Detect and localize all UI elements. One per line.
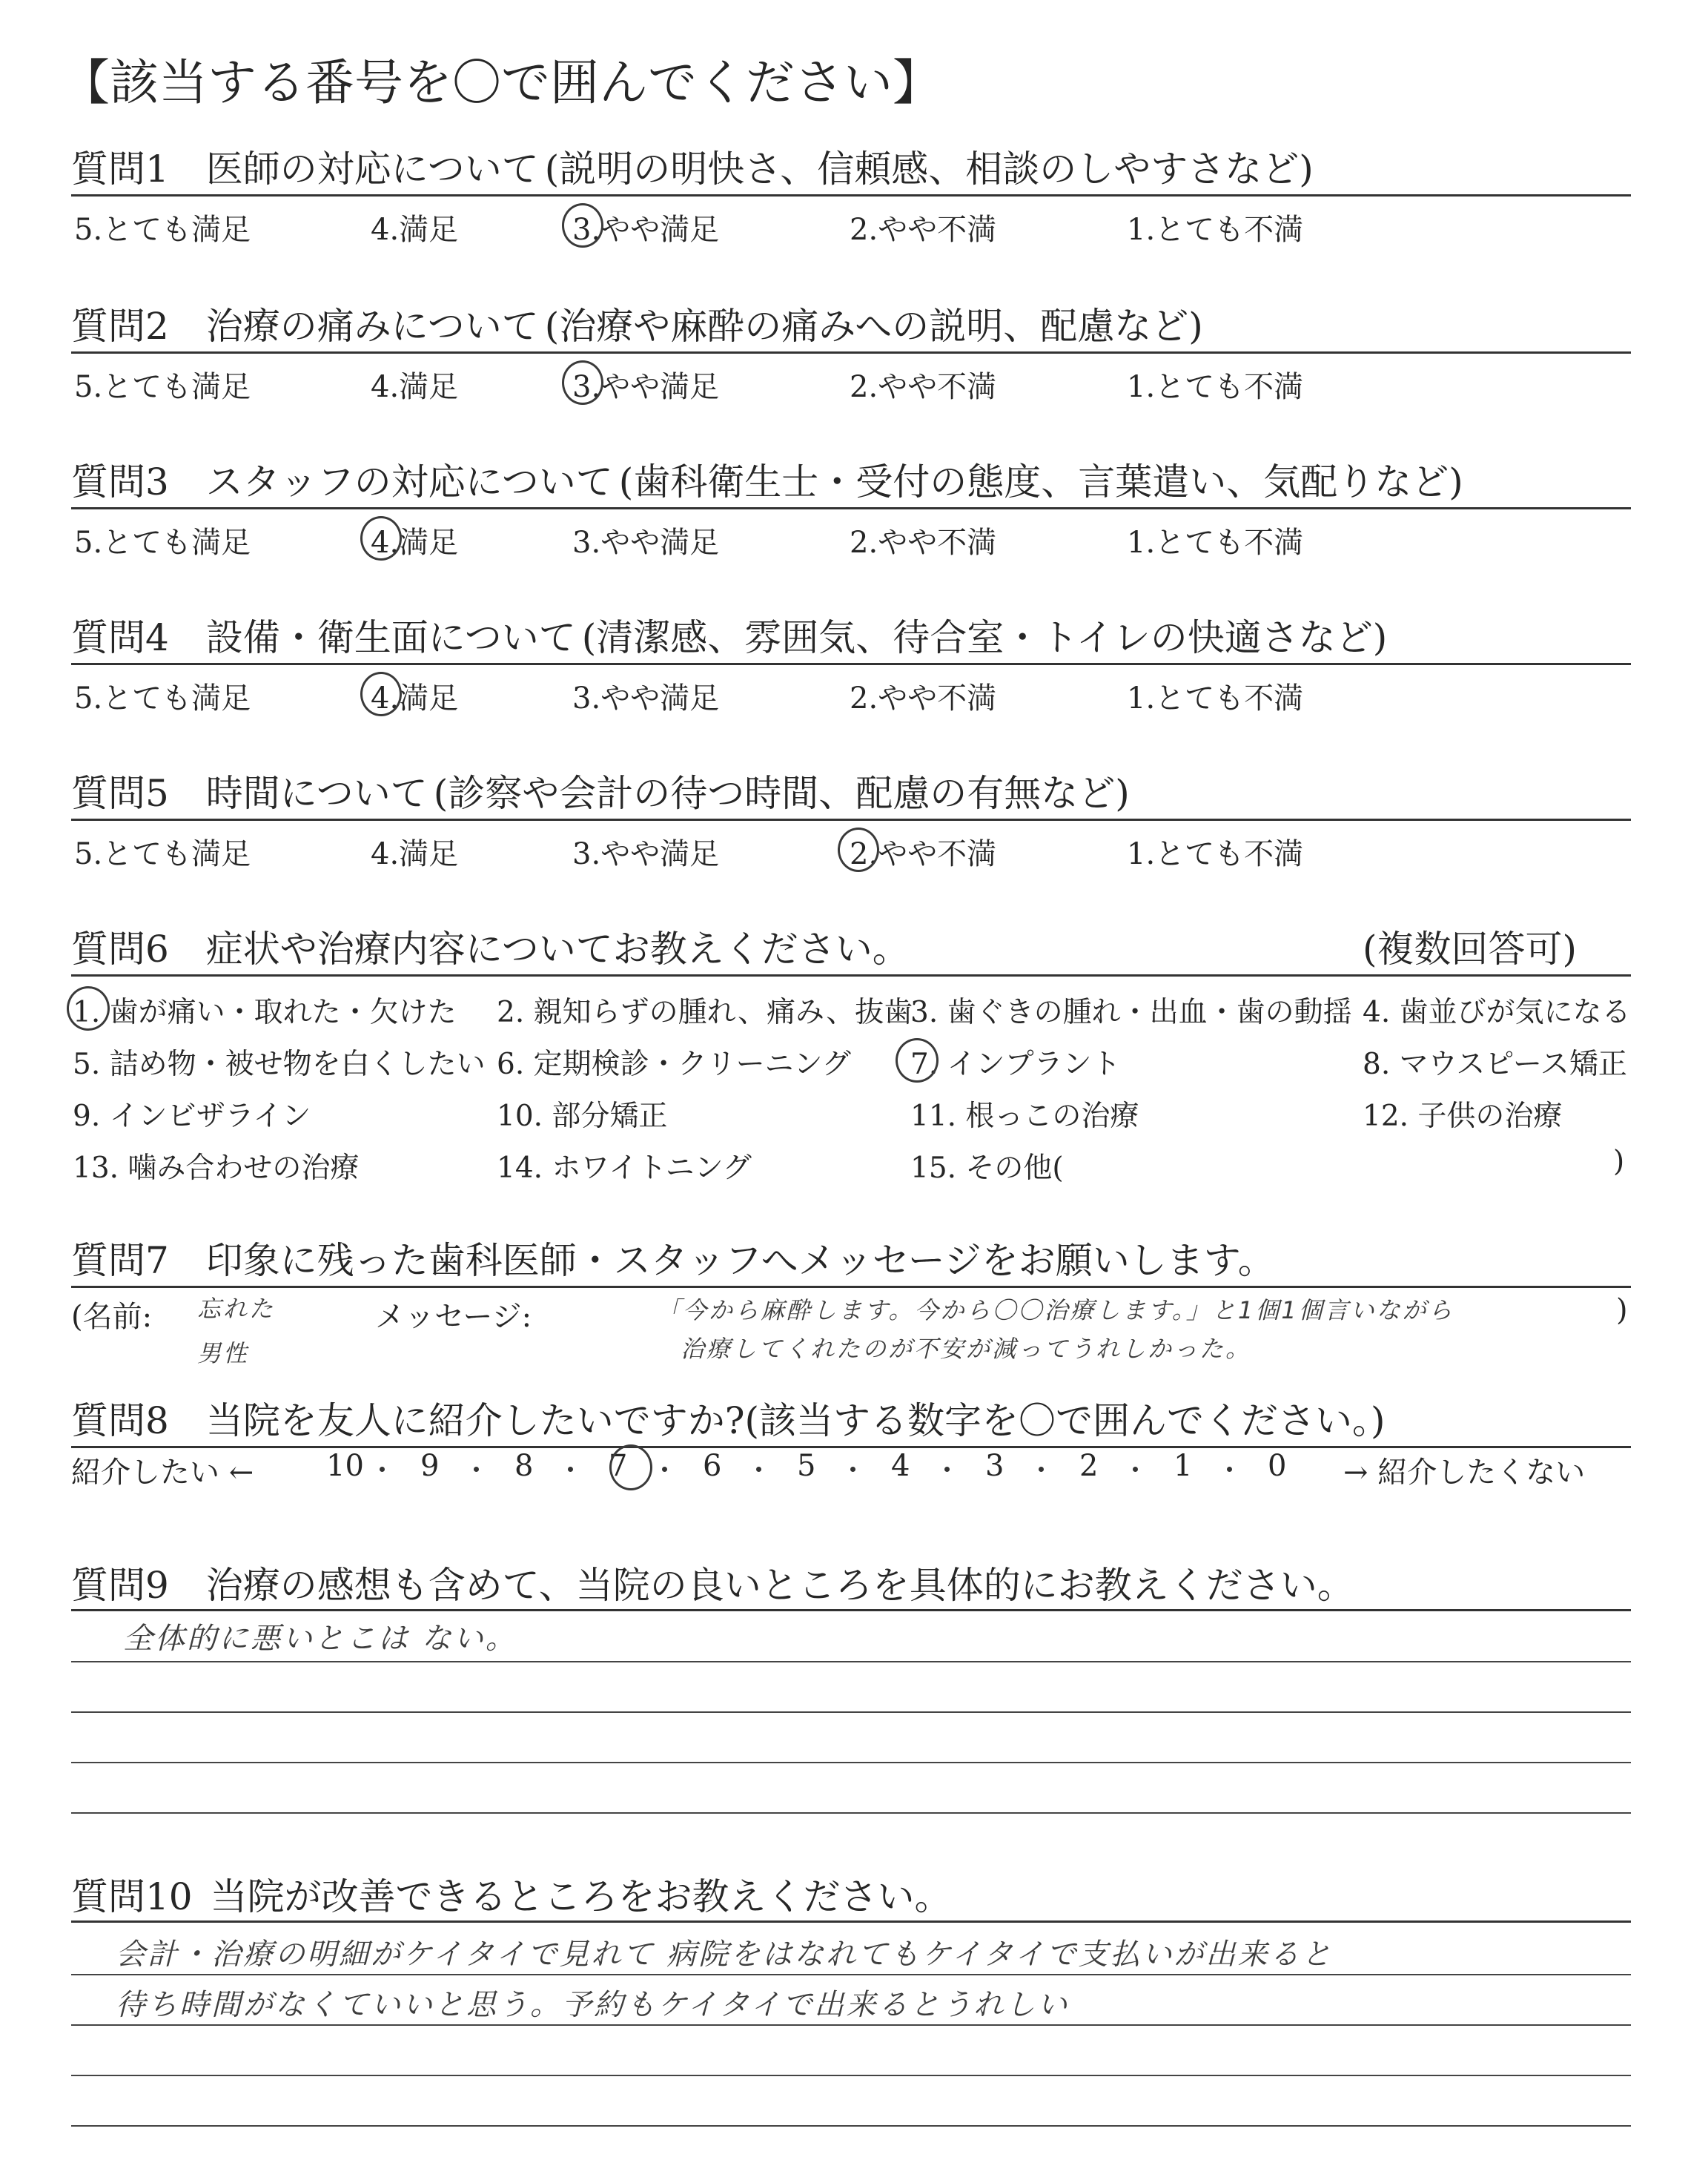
page-header: 【該当する番号を〇で囲んでください】: [61, 54, 941, 111]
q7-name-value-2[interactable]: 男性: [197, 1339, 250, 1367]
q6-selection-circle-7: [896, 1038, 939, 1083]
q6-selection-circle-1: [67, 986, 110, 1031]
question-6-label: 質問6: [71, 928, 169, 971]
q5-option-1[interactable]: 1.とても不満: [1127, 837, 1304, 871]
q5-option-3[interactable]: 3.やや満足: [572, 837, 720, 871]
question-2-rule: [71, 351, 1631, 354]
q7-message-line-2[interactable]: 治療してくれたのが不安が減ってうれしかった。: [681, 1335, 1252, 1363]
q5-option-4[interactable]: 4.満足: [371, 837, 459, 871]
q5-option-5[interactable]: 5.とても満足: [74, 837, 251, 871]
q2-option-2[interactable]: 2.やや不満: [850, 370, 997, 404]
q10-answer-rule-1: [71, 1974, 1631, 1975]
q7-name-label: (名前:: [71, 1300, 153, 1334]
q6-item-15[interactable]: 15. その他(: [910, 1152, 1064, 1185]
q10-answer-line-1[interactable]: 会計・治療の明細がケイタイで見れて 病院をはなれてもケイタイで支払いが出来ると: [116, 1938, 1334, 1972]
question-2-label: 質問2: [71, 305, 169, 348]
q8-scale-separator: [1227, 1467, 1232, 1472]
q2-selection-circle: [562, 360, 603, 405]
q4-option-4[interactable]: 4.満足: [371, 681, 459, 716]
question-4: [71, 608, 1387, 661]
question-1-label: 質問1: [71, 148, 169, 191]
q8-scale-value-6[interactable]: 6: [703, 1449, 722, 1483]
question-1-text: 医師の対応について: [205, 148, 539, 191]
question-6: [71, 919, 910, 973]
q8-scale-value-3[interactable]: 3: [985, 1449, 1004, 1483]
q7-message-close: ): [1616, 1293, 1628, 1327]
q4-option-5[interactable]: 5.とても満足: [74, 681, 251, 716]
question-9-label: 質問9: [71, 1564, 169, 1607]
q1-option-1[interactable]: 1.とても不満: [1127, 213, 1304, 247]
question-2-text: 治療の痛みについて: [205, 305, 539, 348]
question-7-text: 印象に残った歯科医師・スタッフへメッセージをお願いします。: [205, 1239, 1275, 1282]
q6-item-6[interactable]: 6. 定期検診・クリーニング: [497, 1048, 851, 1081]
question-8-rule: [71, 1446, 1631, 1448]
q6-item-13[interactable]: 13. 噛み合わせの治療: [73, 1152, 360, 1185]
q3-option-3[interactable]: 3.やや満足: [572, 526, 720, 560]
q1-option-2[interactable]: 2.やや不満: [850, 213, 997, 247]
q3-option-5[interactable]: 5.とても満足: [74, 526, 251, 560]
question-10-label: 質問10: [71, 1875, 193, 1918]
q4-option-2[interactable]: 2.やや不満: [850, 681, 997, 716]
q6-item-5[interactable]: 5. 詰め物・被せ物を白くしたい: [73, 1048, 486, 1081]
q8-scale-value-2[interactable]: 2: [1079, 1449, 1099, 1483]
q8-scale-value-10[interactable]: 10: [326, 1449, 364, 1483]
q1-option-3[interactable]: 3.やや満足: [572, 213, 720, 247]
q6-item-10[interactable]: 10. 部分矯正: [497, 1100, 668, 1133]
q10-answer-rule-3: [71, 2075, 1631, 2076]
q8-scale-value-0[interactable]: 0: [1268, 1449, 1287, 1483]
q2-option-5[interactable]: 5.とても満足: [74, 370, 251, 404]
question-4-label: 質問4: [71, 616, 169, 659]
q9-answer-rule-4: [71, 1812, 1631, 1814]
question-8: [71, 1391, 1386, 1444]
q3-option-4[interactable]: 4.満足: [371, 526, 459, 560]
q8-scale-left-label: 紹介したい ←: [71, 1456, 254, 1490]
q6-item-14[interactable]: 14. ホワイトニング: [497, 1152, 752, 1185]
question-2: [71, 297, 1203, 350]
q8-scale-value-7[interactable]: 7: [609, 1449, 628, 1483]
q8-scale-separator: [380, 1467, 385, 1472]
q9-answer-rule-3: [71, 1762, 1631, 1763]
question-3-label: 質問3: [71, 460, 169, 503]
question-5: [71, 764, 1130, 817]
q8-scale-separator: [474, 1467, 479, 1472]
question-10-rule: [71, 1920, 1631, 1923]
q3-option-1[interactable]: 1.とても不満: [1127, 526, 1304, 560]
q8-scale-separator: [662, 1467, 667, 1472]
q1-option-5[interactable]: 5.とても満足: [74, 213, 251, 247]
q4-option-1[interactable]: 1.とても不満: [1127, 681, 1304, 716]
q8-scale-separator: [568, 1467, 573, 1472]
question-6-note: (複数回答可): [1363, 928, 1578, 971]
q1-option-4[interactable]: 4.満足: [371, 213, 459, 247]
q10-answer-rule-4: [71, 2125, 1631, 2127]
q7-name-value-1[interactable]: 忘れた: [197, 1295, 276, 1323]
q8-scale-value-9[interactable]: 9: [420, 1449, 440, 1483]
q6-item-15-close: ): [1613, 1145, 1625, 1178]
question-5-text: 時間について: [205, 772, 428, 815]
question-9: [71, 1556, 1354, 1609]
q8-scale-value-5[interactable]: 5: [797, 1449, 816, 1483]
q8-scale-value-4[interactable]: 4: [891, 1449, 910, 1483]
q4-option-3[interactable]: 3.やや満足: [572, 681, 720, 716]
q6-item-1[interactable]: 1. 歯が痛い・取れた・欠けた: [73, 996, 457, 1029]
q9-answer-line-1[interactable]: 全体的に悪いとこは ない。: [123, 1622, 517, 1656]
question-3: [71, 452, 1463, 506]
question-7: [71, 1231, 1275, 1284]
q8-scale-separator: [850, 1467, 855, 1472]
q8-selection-circle: [609, 1444, 652, 1490]
q6-item-7[interactable]: 7. インプラント: [910, 1048, 1121, 1081]
question-8-note: (該当する数字を〇で囲んでください。): [744, 1399, 1386, 1442]
q6-item-9[interactable]: 9. インビザライン: [73, 1100, 311, 1133]
question-3-note: (歯科衛生士・受付の態度、言葉遣い、気配りなど): [618, 460, 1463, 503]
q3-selection-circle: [360, 516, 402, 561]
question-9-rule: [71, 1609, 1631, 1611]
question-4-text: 設備・衛生面について: [205, 616, 576, 659]
question-6-rule: [71, 974, 1631, 977]
question-6-text: 症状や治療内容についてお教えください。: [205, 928, 910, 971]
q6-item-11[interactable]: 11. 根っこの治療: [910, 1100, 1139, 1133]
q10-answer-rule-2: [71, 2024, 1631, 2026]
q4-selection-circle: [360, 672, 402, 716]
q6-item-3[interactable]: 3. 歯ぐきの腫れ・出血・歯の動揺: [910, 996, 1352, 1029]
question-8-label: 質問8: [71, 1399, 169, 1442]
q8-scale-separator: [1039, 1467, 1044, 1472]
q9-answer-rule-2: [71, 1711, 1631, 1713]
question-5-note: (診察や会計の待つ時間、配慮の有無など): [433, 772, 1130, 815]
question-10-text: 当院が改善できるところをお教えください。: [210, 1875, 952, 1918]
q8-scale-separator: [1133, 1467, 1138, 1472]
question-7-rule: [71, 1286, 1631, 1288]
question-2-note: (治療や麻酔の痛みへの説明、配慮など): [544, 305, 1203, 348]
question-8-text: 当院を友人に紹介したいですか?: [205, 1399, 745, 1442]
q9-answer-rule-1: [71, 1661, 1631, 1662]
q7-message-label: メッセージ:: [375, 1300, 532, 1334]
question-3-rule: [71, 507, 1631, 509]
question-4-note: (清潔感、雰囲気、待合室・トイレの快適さなど): [581, 616, 1388, 659]
q6-item-4[interactable]: 4. 歯並びが気になる: [1363, 996, 1631, 1029]
question-7-label: 質問7: [71, 1239, 169, 1282]
question-5-rule: [71, 819, 1631, 821]
q10-answer-line-2[interactable]: 待ち時間がなくていいと思う。予約もケイタイで出来るとうれしい: [116, 1988, 1070, 2022]
question-5-label: 質問5: [71, 772, 169, 815]
q6-item-12[interactable]: 12. 子供の治療: [1363, 1100, 1563, 1133]
q8-scale-separator: [756, 1467, 761, 1472]
q5-option-2[interactable]: 2.やや不満: [850, 837, 997, 871]
question-9-text: 治療の感想も含めて、当院の良いところを具体的にお教えください。: [205, 1564, 1354, 1607]
q1-selection-circle: [562, 203, 603, 248]
q8-scale-right-label: → 紹介したくない: [1343, 1456, 1586, 1490]
q2-option-1[interactable]: 1.とても不満: [1127, 370, 1304, 404]
q8-scale-value-1[interactable]: 1: [1174, 1449, 1193, 1483]
q8-scale-value-8[interactable]: 8: [514, 1449, 534, 1483]
question-1: [71, 139, 1314, 193]
question-10: [71, 1867, 952, 1920]
question-1-rule: [71, 194, 1631, 196]
q6-item-8[interactable]: 8. マウスピース矯正: [1363, 1048, 1627, 1081]
question-3-text: スタッフの対応について: [205, 460, 613, 503]
q2-option-4[interactable]: 4.満足: [371, 370, 459, 404]
question-4-rule: [71, 663, 1631, 665]
q2-option-3[interactable]: 3.やや満足: [572, 370, 720, 404]
question-1-note: (説明の明快さ、信頼感、相談のしやすさなど): [544, 148, 1314, 191]
q5-selection-circle: [838, 828, 879, 872]
q3-option-2[interactable]: 2.やや不満: [850, 526, 997, 560]
q7-message-line-1[interactable]: 「今から麻酔します。今から〇〇治療します。」と1個1個言いながら: [657, 1296, 1454, 1324]
q8-scale-separator: [944, 1467, 950, 1472]
q6-item-2[interactable]: 2. 親知らずの腫れ、痛み、抜歯: [497, 996, 913, 1029]
